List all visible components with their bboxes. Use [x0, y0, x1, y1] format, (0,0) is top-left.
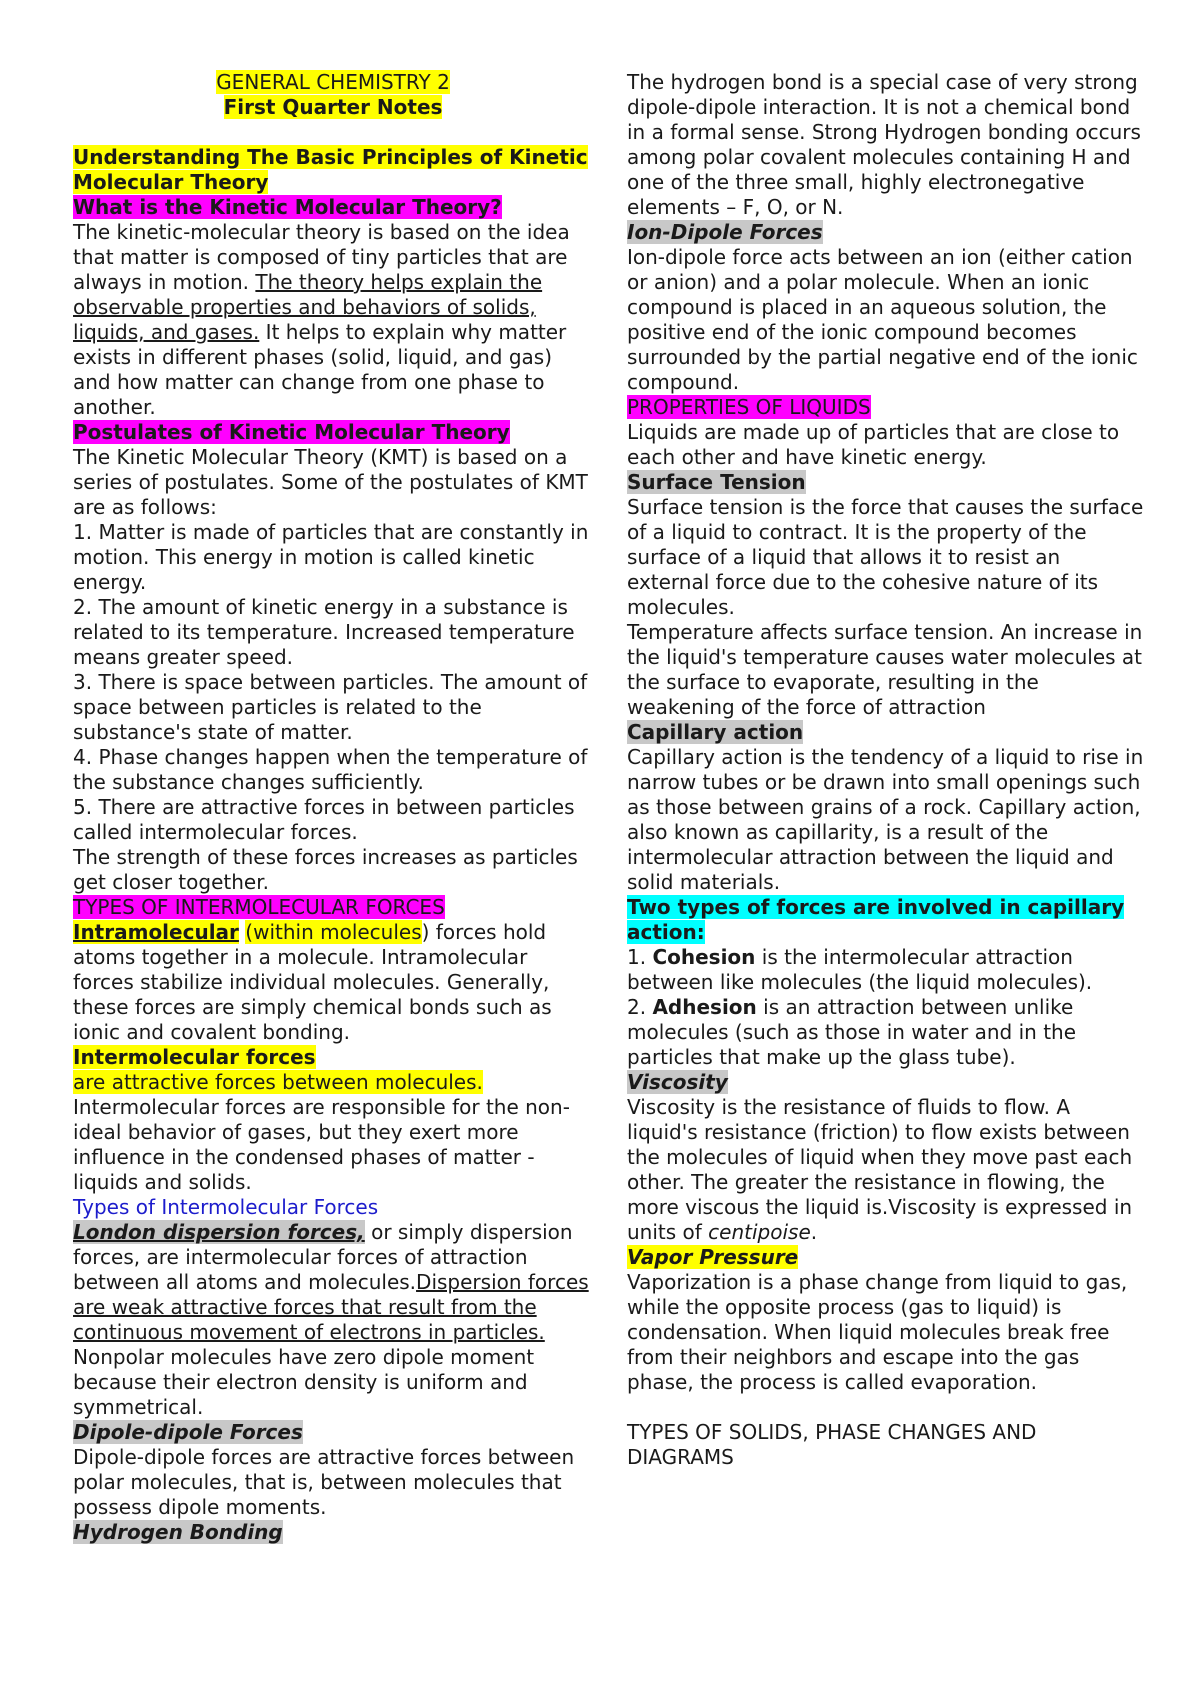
- term-intramolecular: Intramolecular: [73, 920, 239, 944]
- postulate-5: 5. There are attractive forces in between particles called intermolecular forces.: [73, 795, 575, 844]
- heading-types-blue: Types of Intermolecular Forces: [73, 1195, 379, 1219]
- paragraph-intramolecular: Intramolecular (within molecules) forces hold atoms together in a molecule. Intramolecular forces stabilize individual molecules. Generally, these forces are simply chemical bonds such as ionic and covalent bonding.: [73, 920, 552, 1044]
- heading-properties-of-liquids: PROPERTIES OF LIQUIDS: [627, 395, 871, 419]
- heading-capillary-action: Capillary action: [627, 720, 804, 744]
- heading-hydrogen-bonding: Hydrogen Bonding: [73, 1520, 283, 1544]
- heading-postulates: Postulates of Kinetic Molecular Theory: [73, 420, 510, 444]
- postulate-5-continued: The strength of these forces increases as particles get closer together.: [73, 845, 578, 894]
- paragraph-postulates: The Kinetic Molecular Theory (KMT) is based on a series of postulates. Some of the postulates of KMT are as follows:: [73, 445, 588, 519]
- heading-types-of-solids: TYPES OF SOLIDS, PHASE CHANGES AND DIAGRAMS: [627, 1420, 1037, 1469]
- heading-surface-tension: Surface Tension: [627, 470, 806, 494]
- term-adhesion: Adhesion: [652, 995, 757, 1019]
- left-column: [73, 70, 593, 1545]
- heading-vapor-pressure: Vapor Pressure: [627, 1245, 799, 1269]
- paragraph-capillary-action: Capillary action is the tendency of a liquid to rise in narrow tubes or be drawn into small openings such as those between grains of a rock. Capillary action, also known as capillarity, is a result of the intermolecular attraction between the liquid and solid materials.: [627, 745, 1144, 894]
- heading-types-of-imf: TYPES OF INTERMOLECULAR FORCES: [73, 895, 445, 919]
- paragraph-london: London dispersion forces, or simply dispersion forces, are intermolecular forces of attraction between all atoms and molecules.Dispersion forces are weak attractive forces that result from the continuous movement of electrons in particles. Nonpolar molecules have zero dipole moment because their electron density is uniform and symmetrical.: [73, 1220, 589, 1419]
- paragraph-dipole-dipole: Dipole-dipole forces are attractive forces between polar molecules, that is, between molecules that possess dipole moments.: [73, 1445, 575, 1519]
- heading-dipole-dipole: Dipole-dipole Forces: [73, 1420, 303, 1444]
- paragraph-surface-tension-2: Temperature affects surface tension. An increase in the liquid's temperature causes water molecules at the surface to evaporate, resulting in the weakening of the force of attraction: [627, 620, 1143, 719]
- document-title-block: [73, 70, 593, 120]
- paragraph-viscosity: Viscosity is the resistance of fluids to flow. A liquid's resistance (friction) to flow exists between the molecules of liquid when they move past each other. The greater the resistance in flowing, the more viscous the liquid is.Viscosity is expressed in units of centipoise.: [627, 1095, 1133, 1244]
- heading-two-types-of-forces: Two types of forces are involved in capillary action:: [627, 895, 1125, 944]
- paragraph-liquids: Liquids are made up of particles that are close to each other and have kinetic energy.: [627, 420, 1120, 469]
- term-cohesion: Cohesion: [652, 945, 756, 969]
- postulate-4: 4. Phase changes happen when the temperature of the substance changes sufficiently.: [73, 745, 588, 794]
- intermolecular-definition: are attractive forces between molecules.: [73, 1070, 483, 1094]
- item-cohesion: 1. Cohesion is the intermolecular attraction between like molecules (the liquid molecules).: [627, 945, 1093, 994]
- heading-ion-dipole: Ion-Dipole Forces: [627, 220, 823, 244]
- document-subtitle: First Quarter Notes: [223, 95, 443, 119]
- term-london: London dispersion forces,: [73, 1220, 365, 1244]
- paragraph-surface-tension-1: Surface tension is the force that causes the surface of a liquid to contract. It is the property of the surface of a liquid that allows it to resist an external force due to the cohesive nature of its molecules.: [627, 495, 1144, 619]
- item-adhesion: 2. Adhesion is an attraction between unlike molecules (such as those in water and in the particles that make up the glass tube).: [627, 995, 1077, 1069]
- postulate-3: 3. There is space between particles. The amount of space between particles is related to the substance's state of matter.: [73, 670, 588, 744]
- document-title: GENERAL CHEMISTRY 2: [216, 70, 450, 94]
- heading-intermolecular: Intermolecular forces: [73, 1045, 316, 1069]
- right-column: [627, 70, 1147, 1470]
- paragraph-vapor-pressure: Vaporization is a phase change from liquid to gas, while the opposite process (gas to liquid) is condensation. When liquid molecules break free from their neighbors and escape into the gas phase, the process is called evaporation.: [627, 1270, 1128, 1394]
- paragraph-intermolecular: Intermolecular forces are responsible for the non-ideal behavior of gases, but they exert more influence in the condensed phases of matter - liquids and solids.: [73, 1095, 570, 1194]
- postulate-2: 2. The amount of kinetic energy in a substance is related to its temperature. Increased temperature means greater speed.: [73, 595, 575, 669]
- paragraph-hydrogen-bond: The hydrogen bond is a special case of very strong dipole-dipole interaction. It is not a chemical bond in a formal sense. Strong Hydrogen bonding occurs among polar covalent molecules containing H and one of the three small, highly electronegative elements – F, O, or N.: [627, 70, 1141, 219]
- paragraph-what-is-kmt: The kinetic-molecular theory is based on the idea that matter is composed of tiny particles that are always in motion. The theory helps explain the observable properties and behaviors of solids, liquids, and gases. It helps to explain why matter exists in different phases (solid, liquid, and gas) and how matter can change from one phase to another.: [73, 220, 570, 419]
- postulate-1: 1. Matter is made of particles that are constantly in motion. This energy in motion is called kinetic energy.: [73, 520, 589, 594]
- heading-viscosity: Viscosity: [627, 1070, 728, 1094]
- paragraph-ion-dipole: Ion-dipole force acts between an ion (either cation or anion) and a polar molecule. When an ionic compound is placed in an aqueous solution, the positive end of the ionic compound becomes surrounded by the partial negative end of the ionic compound.: [627, 245, 1138, 394]
- term-centipoise: centipoise: [708, 1220, 811, 1244]
- heading-understanding: Understanding The Basic Principles of Kinetic Molecular Theory: [73, 145, 588, 194]
- heading-what-is-kmt: What is the Kinetic Molecular Theory?: [73, 195, 502, 219]
